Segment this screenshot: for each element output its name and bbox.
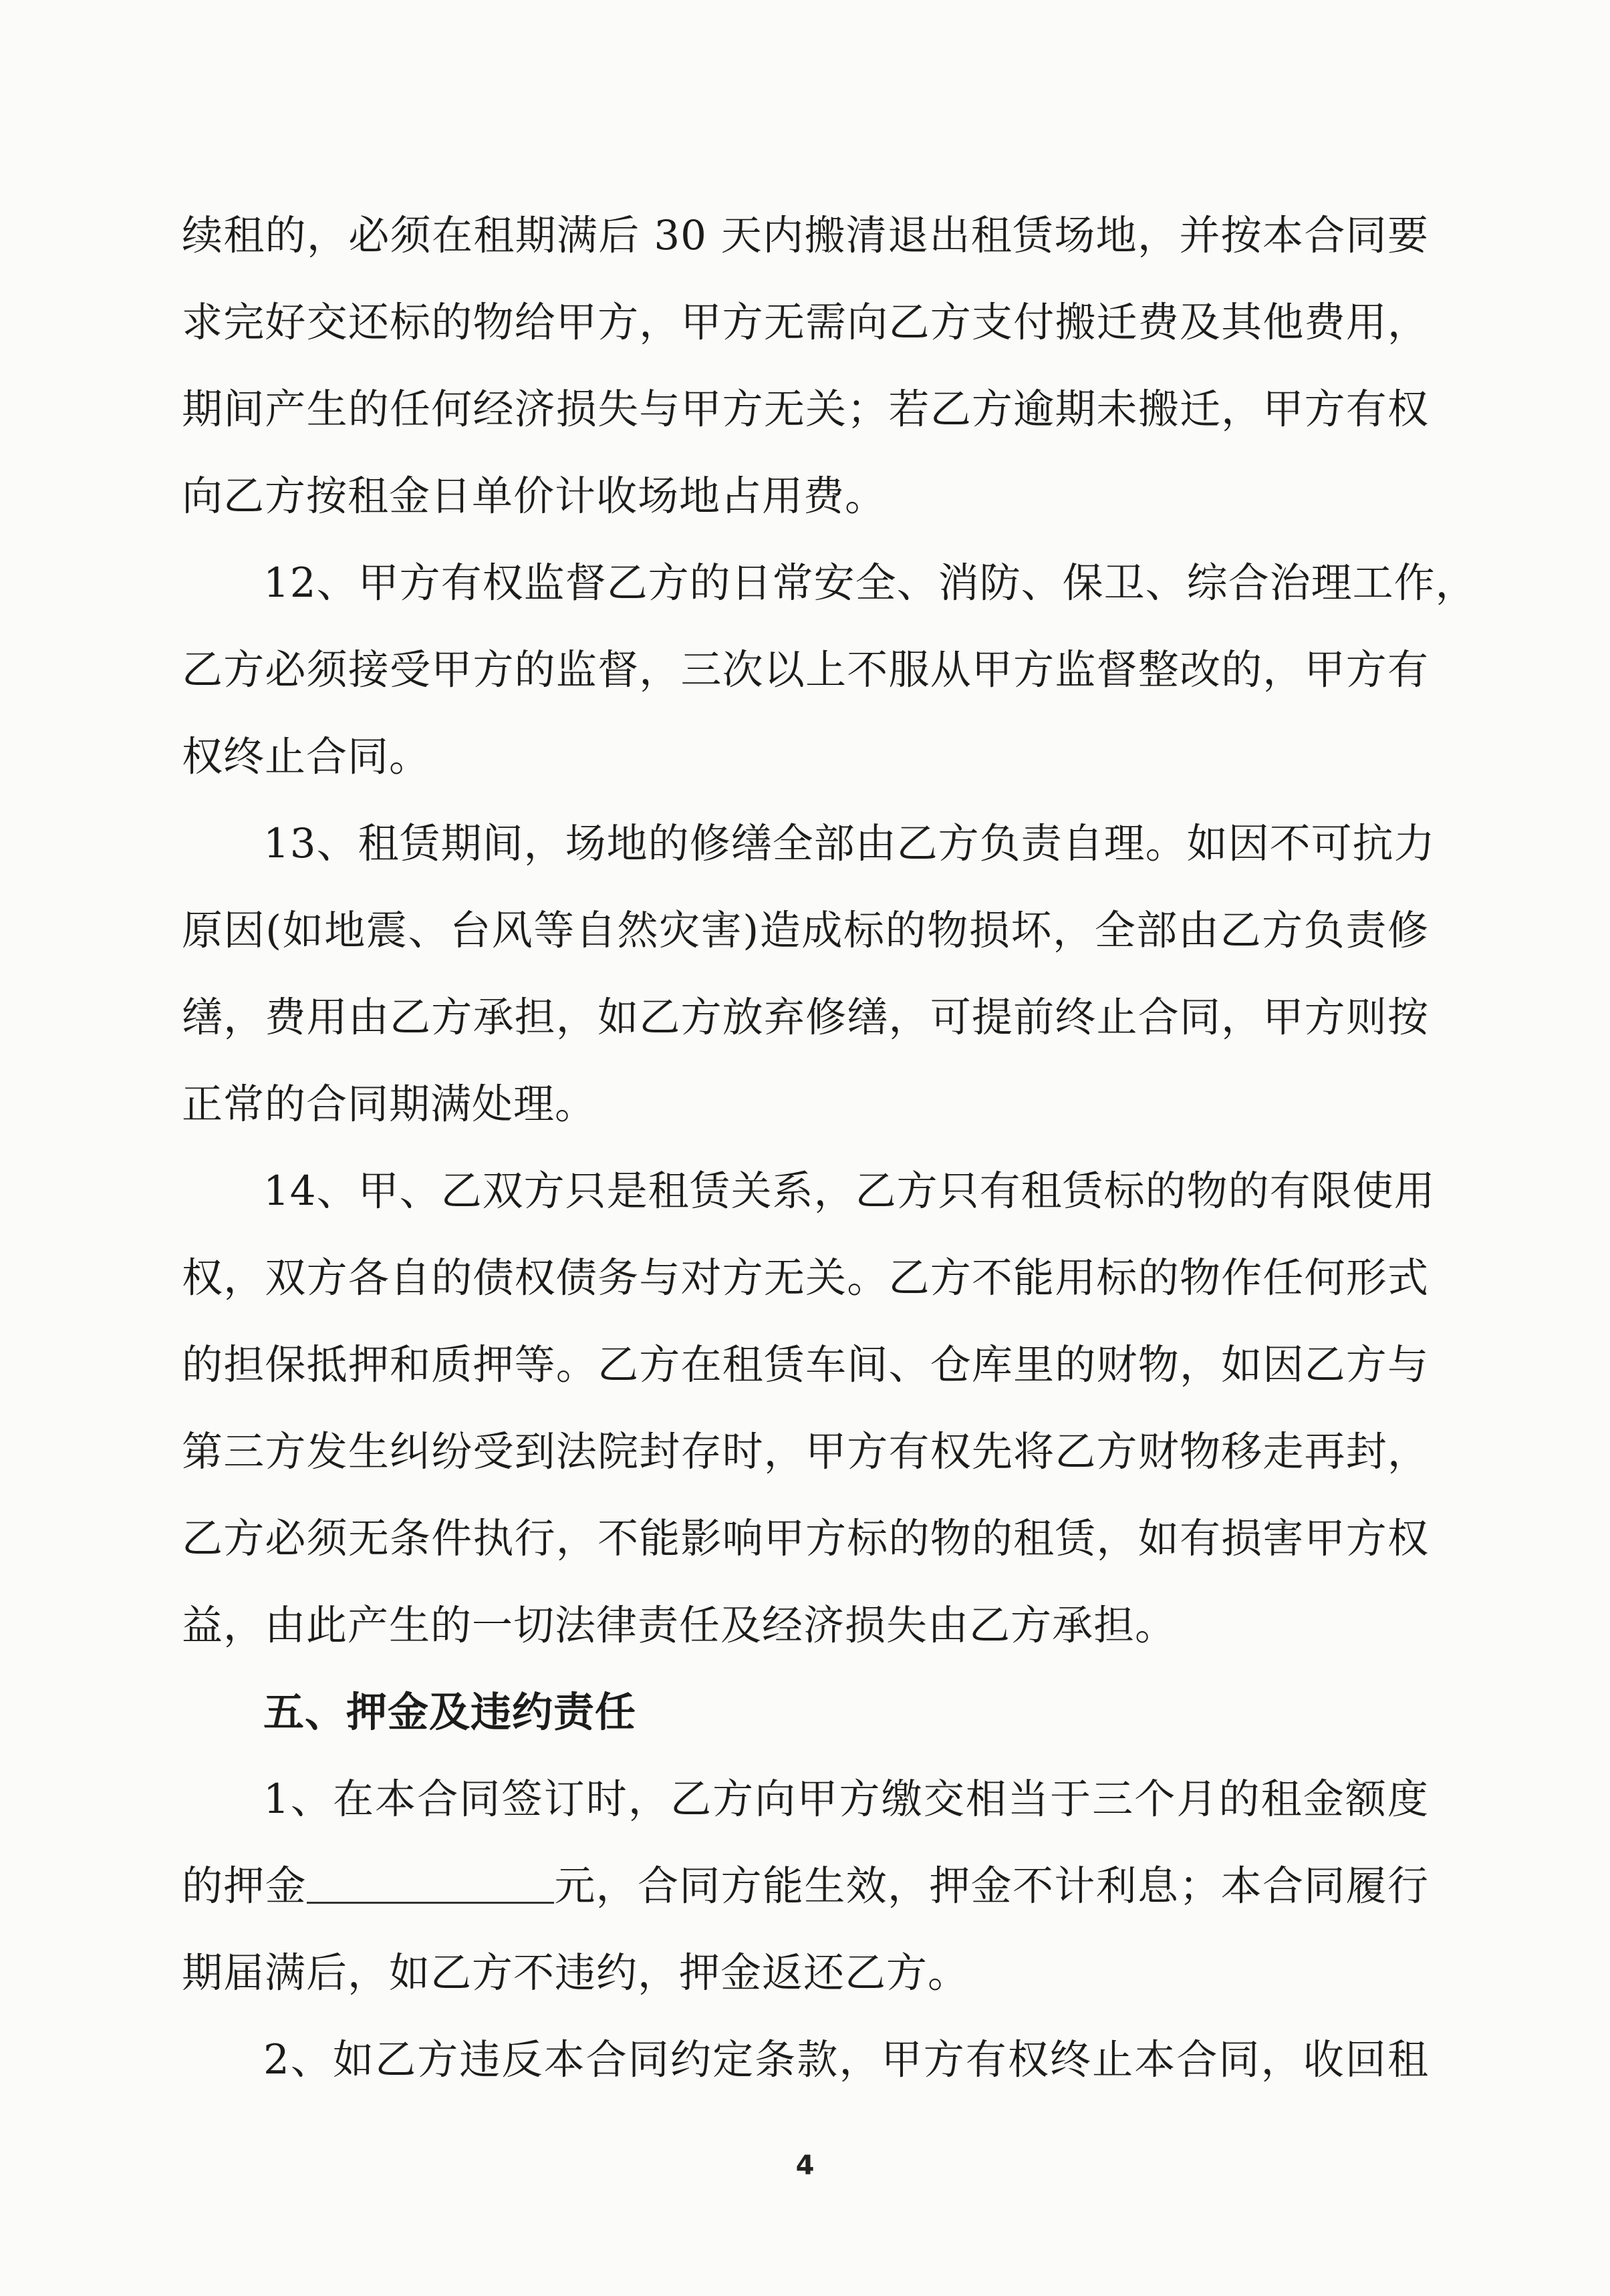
text-line: 第三方发生纠纷受到法院封存时，甲方有权先将乙方财物移走再封， [182, 1428, 1429, 1475]
text-line: 乙方必须接受甲方的监督，三次以上不服从甲方监督整改的，甲方有 [182, 646, 1429, 694]
text-line: 向乙方按租金日单价计收场地占用费。 [182, 472, 887, 520]
section-heading: 五、押金及违约责任 [263, 1689, 637, 1736]
deposit-clause-line: 1、在本合同签订时，乙方向甲方缴交相当于三个月的租金额度 [263, 1775, 1429, 1823]
text-line: 的担保抵押和质押等。乙方在租赁车间、仓库里的财物，如因乙方与 [182, 1341, 1429, 1389]
deposit-terms: 元，合同方能生效，押金不计利息；本合同履行 [554, 1862, 1429, 1910]
text-line: 缮，费用由乙方承担，如乙方放弃修缮，可提前终止合同，甲方则按 [182, 994, 1429, 1041]
text-line: 益，由此产生的一切法律责任及经济损失由乙方承担。 [182, 1602, 1177, 1649]
contract-body [182, 192, 1477, 2104]
text-line: 求完好交还标的物给甲方，甲方无需向乙方支付搬迁费及其他费用， [182, 299, 1429, 346]
text-line: 原因(如地震、台风等自然灾害)造成标的物损坏，全部由乙方负责修 [182, 907, 1429, 954]
deposit-amount-blank [307, 1862, 554, 1904]
text-line: 正常的合同期满处理。 [182, 1081, 597, 1128]
text-line: 乙方必须无条件执行，不能影响甲方标的物的租赁，如有损害甲方权 [182, 1515, 1429, 1562]
clause-12-line: 12、甲方有权监督乙方的日常安全、消防、保卫、综合治理工作， [263, 559, 1477, 607]
text-line: 期间产生的任何经济损失与甲方无关；若乙方逾期未搬迁，甲方有权 [182, 386, 1429, 433]
text-line: 期届满后，如乙方不违约，押金返还乙方。 [182, 1949, 970, 1997]
deposit-label: 的押金 [182, 1862, 307, 1910]
breach-clause-line: 2、如乙方违反本合同约定条款，甲方有权终止本合同，收回租 [263, 2036, 1429, 2084]
text-line: 权终止合同。 [182, 733, 431, 780]
text-line: 权，双方各自的债权债务与对方无关。乙方不能用标的物作任何形式 [182, 1254, 1429, 1302]
deposit-amount-line [182, 1843, 1429, 1930]
clause-14-line: 14、甲、乙双方只是租赁关系，乙方只有租赁标的物的有限使用 [263, 1167, 1436, 1215]
clause-13-line: 13、租赁期间，场地的修缮全部由乙方负责自理。如因不可抗力 [263, 820, 1436, 867]
text-line: 续租的，必须在租期满后 30 天内搬清退出租赁场地，并按本合同要 [182, 212, 1429, 259]
page-number: 4 [795, 2150, 815, 2181]
